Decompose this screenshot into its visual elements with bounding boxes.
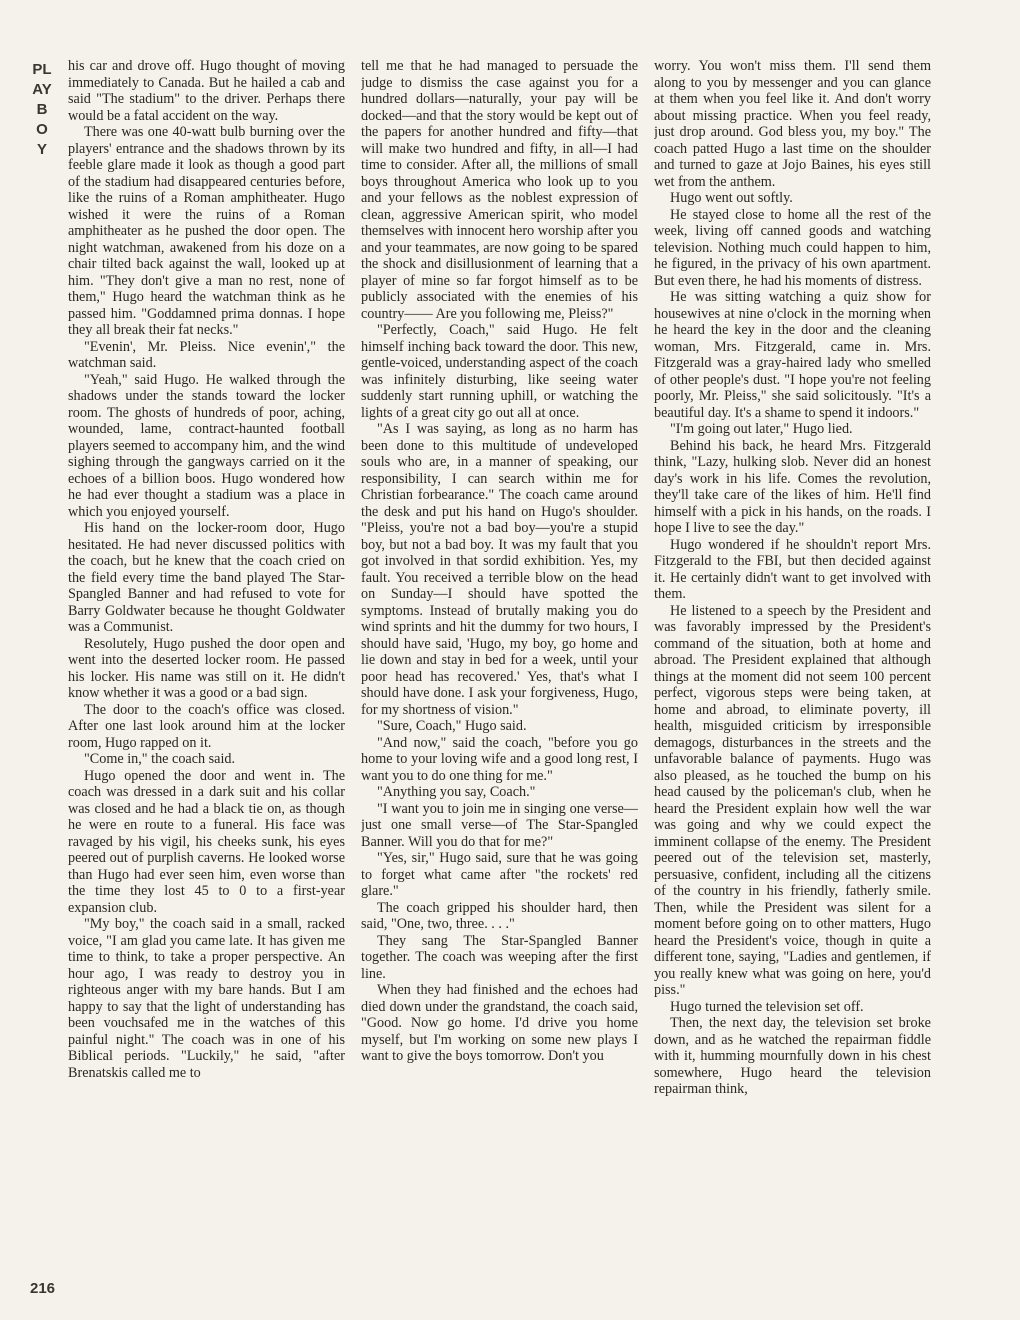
magazine-logo: PLAYBOY [32,61,52,158]
paragraph: When they had finished and the echoes had died down under the grandstand, the coach said, "Good. Now go home. I'd drive you home myself, but I'm working on some new plays I want to give the boys tomorrow. Don't you [361,982,638,1064]
paragraph: Hugo opened the door and went in. The coach was dressed in a dark suit and his collar was closed and he had a black tie on, as though he were en route to a funeral. His face was ravaged by his vigil, his cheeks sunk, his eyes peered out of purplish caverns. He looked worse than Hugo had ever seen him, even worse than the time they lost 45 to 0 to a first-year expansion club. [68,767,345,916]
paragraph: He was sitting watching a quiz show for housewives at nine o'clock in the morning when he heard the key in the door and the cleaning woman, Mrs. Fitzgerald, came in. Mrs. Fitzgerald was a gray-haired lady who smelled of other people's dust. "I hope you're not feeling poorly, Mr. Pleiss," she said solicitously. "It's a beautiful day. It's a shame to spend it indoors." [654,289,931,421]
text-column-3 [654,58,931,1298]
paragraph: Resolutely, Hugo pushed the door open and went into the deserted locker room. He passed his locker. His name was still on it. He didn't know whether it was a good or a bad sign. [68,635,345,701]
paragraph: Hugo went out softly. [670,190,793,206]
paragraph: "Yes, sir," Hugo said, sure that he was going to forget what came after "the rockets' red glare." [361,850,638,899]
paragraph: There was one 40-watt bulb burning over the players' entrance and the shadows thrown by its feeble glare made it look as though a good part of the stadium had disappeared centuries before, like the ruins of a Roman amphitheater. Hugo wished it were the ruins of a Roman amphitheater as he pushed the door open. The night watchman, awakened from his doze on a chair tilted back against the wall, looked up at him. "They don't give a man no rest, none of them," Hugo heard the watchman think as he passed him. "Goddamned prima donnas. I hope they all break their fat necks." [68,124,345,338]
paragraph: "I want you to join me in singing one verse—just one small verse—of The Star-Spangled Banner. Will you do that for me?" [361,800,638,850]
paragraph: "Yeah," said Hugo. He walked through the shadows under the stands toward the locker room. The ghosts of hundreds of poor, aching, wounded, lame, contract-haunted football players seemed to accompany him, and the wind sighing through the gangways carried on it the echoes of a billion boos. Hugo wondered how he had ever thought a stadium was a place in which you enjoyed yourself. [68,371,345,520]
paragraph: "And now," said the coach, "before you go home to your loving wife and a good long rest, I want you to do one thing for me." [361,734,638,784]
paragraph: "Perfectly, Coach," said Hugo. He felt himself inching back toward the door. This new, gentle-voiced, understanding aspect of the coach was infinitely disturbing, like seeing water suddenly start running uphill, or watching the lights of a great city go out all at once. [361,322,638,421]
paragraph: "I'm going out later," Hugo lied. [670,421,853,437]
page-number: 216 [30,1280,56,1297]
paragraph: Hugo wondered if he shouldn't report Mrs. Fitzgerald to the FBI, but then decided against it. He certainly didn't want to get involved with them. [654,536,931,602]
paragraph: Behind his back, he heard Mrs. Fitzgerald think, "Lazy, hulking slob. Never did an honest day's work in his life. Comes the revolution, they'll take care of the likes of him. He'll find himself with a pick in his hands, on the roads. I hope I live to see the day." [654,437,931,536]
paragraph: worry. You won't miss them. I'll send them along to you by messenger and you can glance at them when you feel like it. And don't worry about missing practice. When you feel ready, just drop around. God bless you, my boy." The coach patted Hugo a last time on the shoulder and turned to gaze at Jojo Baines, his eyes still wet from the anthem. [654,58,931,190]
text-column-1 [68,58,345,1298]
paragraph: The coach gripped his shoulder hard, then said, "One, two, three. . . ." [361,899,638,932]
paragraph: He listened to a speech by the President and was favorably impressed by the President's command of the situation, both at home and abroad. The President explained that although things at the moment did not seem 100 percent perfect, vigorous steps were being taken, at home and abroad, to eliminate poverty, ill health, misguided criticism by irresponsible demagogs, disturbances in the streets and the unfavorable balance of payments. Hugo was also pleased, as he touched the bump on his head caused by the policeman's club, when he heard the President explain how well the war was going and why we could expect the imminent collapse of the enemy. The President peered out of the television set, masterly, persuasive, confident, including all the citizens of the country in his friendly, fatherly smile. Then, while the President was silent for a moment before going on to other matters, Hugo heard the President's voice, though in quite a different tone, saying, "Ladies and gentlemen, if you really knew what was going on here, you'd piss." [654,602,931,998]
paragraph: "Come in," the coach said. [84,751,236,767]
paragraph: "Anything you say, Coach." [377,784,536,800]
paragraph: His hand on the locker-room door, Hugo hesitated. He had never discussed politics with the coach, but he knew that the coach cried on the field every time the band played The Star-Spangled Banner and had refused to vote for Barry Goldwater because he thought Goldwater was a Communist. [68,520,345,635]
text-column-2 [361,58,638,1298]
paragraph: The door to the coach's office was closed. After one last look around him at the locker room, Hugo rapped on it. [68,701,345,751]
paragraph: "As I was saying, as long as no harm has been done to this multitude of undeveloped souls who are, in a manner of speaking, our responsibility, I can search within me for Christian forbearance." The coach came around the desk and put his hand on Hugo's shoulder. "Pleiss, you're not a bad boy—you're a stupid boy, but not a bad boy. It was my fault that you got involved in that sordid exhibition. Yes, my fault. You received a terrible blow on the head on Sunday—I should have spotted the symptoms. Instead of brutally making you do wind sprints and hit the dummy for two hours, I should have said, 'Hugo, my boy, go home and lie down and stay in bed for a week, until your poor head has recovered.' Yes, that's what I should have done. I ask your forgiveness, Hugo, for my shortness of vision." [361,421,638,718]
paragraph: He stayed close to home all the rest of the week, living off canned goods and watching television. Nothing much could happen to him, he figured, in the privacy of his own apartment. But even there, he had his moments of distress. [654,206,931,289]
paragraph: Hugo turned the television set off. [670,998,864,1015]
paragraph: "Evenin', Mr. Pleiss. Nice evenin'," the watchman said. [68,338,345,371]
paragraph: They sang The Star-Spangled Banner together. The coach was weeping after the first line. [361,932,638,982]
paragraph: tell me that he had managed to persuade the judge to dismiss the case against you for a hundred dollars—naturally, your pay will be docked—and that the story would be kept out of the papers for another hundred and fifty—that will make two hundred and fifty, in all—I had time to consider. After all, the millions of small boys throughout America who look up to you and your fellows as the noblest expression of clean, aggressive American spirit, who model themselves with innocent hero worship after you and your teammates, are now going to be spared the shock and disillusionment of learning that a player of mine so far forgot himself as to be publicly associated with the enemies of his country—— Are you following me, Pleiss?" [361,58,638,322]
paragraph: "My boy," the coach said in a small, racked voice, "I am glad you came late. It has given me time to think, to take a proper perspective. An hour ago, I was ready to destroy you in righteous anger with my bare hands. But I am happy to say that the light of understanding has been vouchsafed me in the watches of this painful night." The coach was in one of his Biblical periods. "Luckily," he said, "after Brenatskis called me to [68,916,345,1081]
paragraph: his car and drove off. Hugo thought of moving immediately to Canada. But he hailed a cab and said "The stadium" to the driver. Perhaps there would be a fatal accident on the way. [68,58,345,124]
paragraph: Then, the next day, the television set broke down, and as he watched the repairman fiddle with it, humming mournfully down in his chest somewhere, Hugo heard the television repairman think, [654,1015,931,1097]
paragraph: "Sure, Coach," Hugo said. [377,718,527,734]
